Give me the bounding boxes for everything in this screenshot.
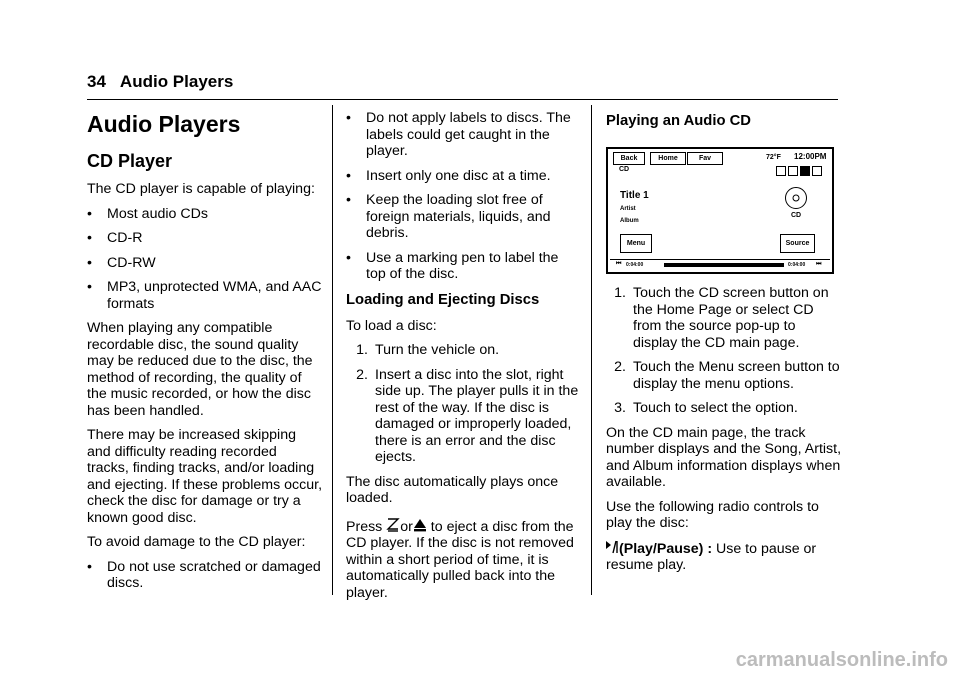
track-album: Album	[620, 218, 639, 224]
list-item: • Most audio CDs	[87, 205, 208, 222]
menu-button: Menu	[620, 234, 652, 253]
elapsed-time: 0:04:00	[626, 262, 644, 268]
next-icon: ⏭	[816, 261, 822, 267]
column-divider-2	[591, 105, 592, 595]
header-rule	[87, 99, 838, 100]
progress-fill	[664, 263, 784, 267]
load-intro: To load a disc:	[346, 317, 437, 334]
auto-play-text: The disc automatically plays once loaded.	[346, 473, 559, 506]
list-item: • MP3, unprotected WMA, and AAC formats	[87, 279, 322, 312]
column-2	[346, 110, 581, 609]
remaining-time: 0:04:00	[788, 262, 806, 268]
track-title: Title 1	[620, 190, 649, 201]
play-pause-paragraph: (Play/Pause) : Use to pause or resume play.	[606, 540, 817, 573]
cd-icon-label: CD	[791, 212, 802, 219]
source-button: Source	[780, 234, 815, 253]
step-item: 1. Turn the vehicle on.	[356, 342, 500, 358]
section-title: Audio Players	[119, 72, 234, 91]
home-button: Home	[650, 152, 686, 165]
list-item: • Insert only one disc at a time.	[346, 167, 551, 184]
list-item: • CD-RW	[87, 254, 156, 271]
list-item: • Use a marking pen to label the top of the disc.	[346, 249, 559, 282]
main-page-paragraph: On the CD main page, the track number displays and the Song, Artist, and Album information displays when available.	[606, 424, 842, 490]
list-item: • Do not use scratched or damaged discs.	[87, 558, 321, 591]
source-label: CD	[619, 166, 630, 173]
loading-heading: Loading and Ejecting Discs	[346, 291, 540, 308]
list-item: • CD-R	[87, 230, 143, 246]
column-divider-1	[332, 105, 333, 595]
list-item: • Do not apply labels to discs. The labels could get caught in the player.	[346, 110, 571, 159]
column-3	[606, 110, 841, 139]
cd-player-heading: CD Player	[87, 151, 173, 171]
intro-text: The CD player is capable of playing:	[87, 181, 315, 197]
step-item: 1. Touch the CD screen button on the Home Page or select CD from the source pop-up to display the CD main page.	[614, 285, 829, 351]
list-item: • Keep the loading slot free of foreign materials, liquids, and debris.	[346, 192, 551, 241]
eject-paragraph: Press or to eject a disc from the CD player. If the disc is not removed within a short period of time, it is automatically pulled back into the player.	[346, 518, 574, 601]
playing-heading: Playing an Audio CD	[606, 113, 751, 129]
step-item: 2. Touch the Menu screen button to display the menu options.	[614, 359, 840, 392]
temperature: 72°F	[766, 154, 781, 161]
column-3-text	[606, 285, 841, 582]
back-button: Back	[613, 152, 645, 165]
skipping-paragraph: There may be increased skipping and difficulty reading recorded tracks, finding tracks, and/or loading and ejecting. If these problems occur, check the disc for damage or try a known good disc.	[87, 427, 323, 526]
watermark: carmanualsonline.info	[735, 649, 948, 671]
recordable-paragraph: When playing any compatible recordable disc, the sound quality may be reduced due to the disc, the method of recording, the quality of the music recorded, or how the disc has been handled.	[87, 320, 313, 419]
radio-screen-illustration	[606, 147, 834, 274]
page-header	[87, 72, 233, 92]
step-item: 3. Touch to select the option.	[614, 400, 798, 416]
column-1	[87, 111, 322, 600]
progress-bar-area	[610, 259, 830, 271]
controls-paragraph: Use the following radio controls to play the disc:	[606, 498, 819, 531]
main-title: Audio Players	[87, 111, 241, 137]
prev-icon: ⏮	[616, 261, 622, 267]
cd-disc-icon	[784, 186, 808, 210]
page-number: 34	[87, 72, 106, 91]
clock: 12:00PM	[794, 152, 827, 161]
track-artist: Artist	[620, 206, 636, 212]
step-item: 2. Insert a disc into the slot, right side up. The player pulls it in the rest of the way. If the disc is damaged or improperly loaded, there is an error and the disc ejects.	[356, 366, 579, 465]
play-pause-icon	[606, 540, 619, 554]
eject-outline-icon	[386, 518, 400, 532]
fav-button: Fav	[687, 152, 723, 165]
avoid-intro: To avoid damage to the CD player:	[87, 534, 306, 550]
status-icons	[776, 166, 826, 176]
eject-icon	[413, 518, 427, 532]
